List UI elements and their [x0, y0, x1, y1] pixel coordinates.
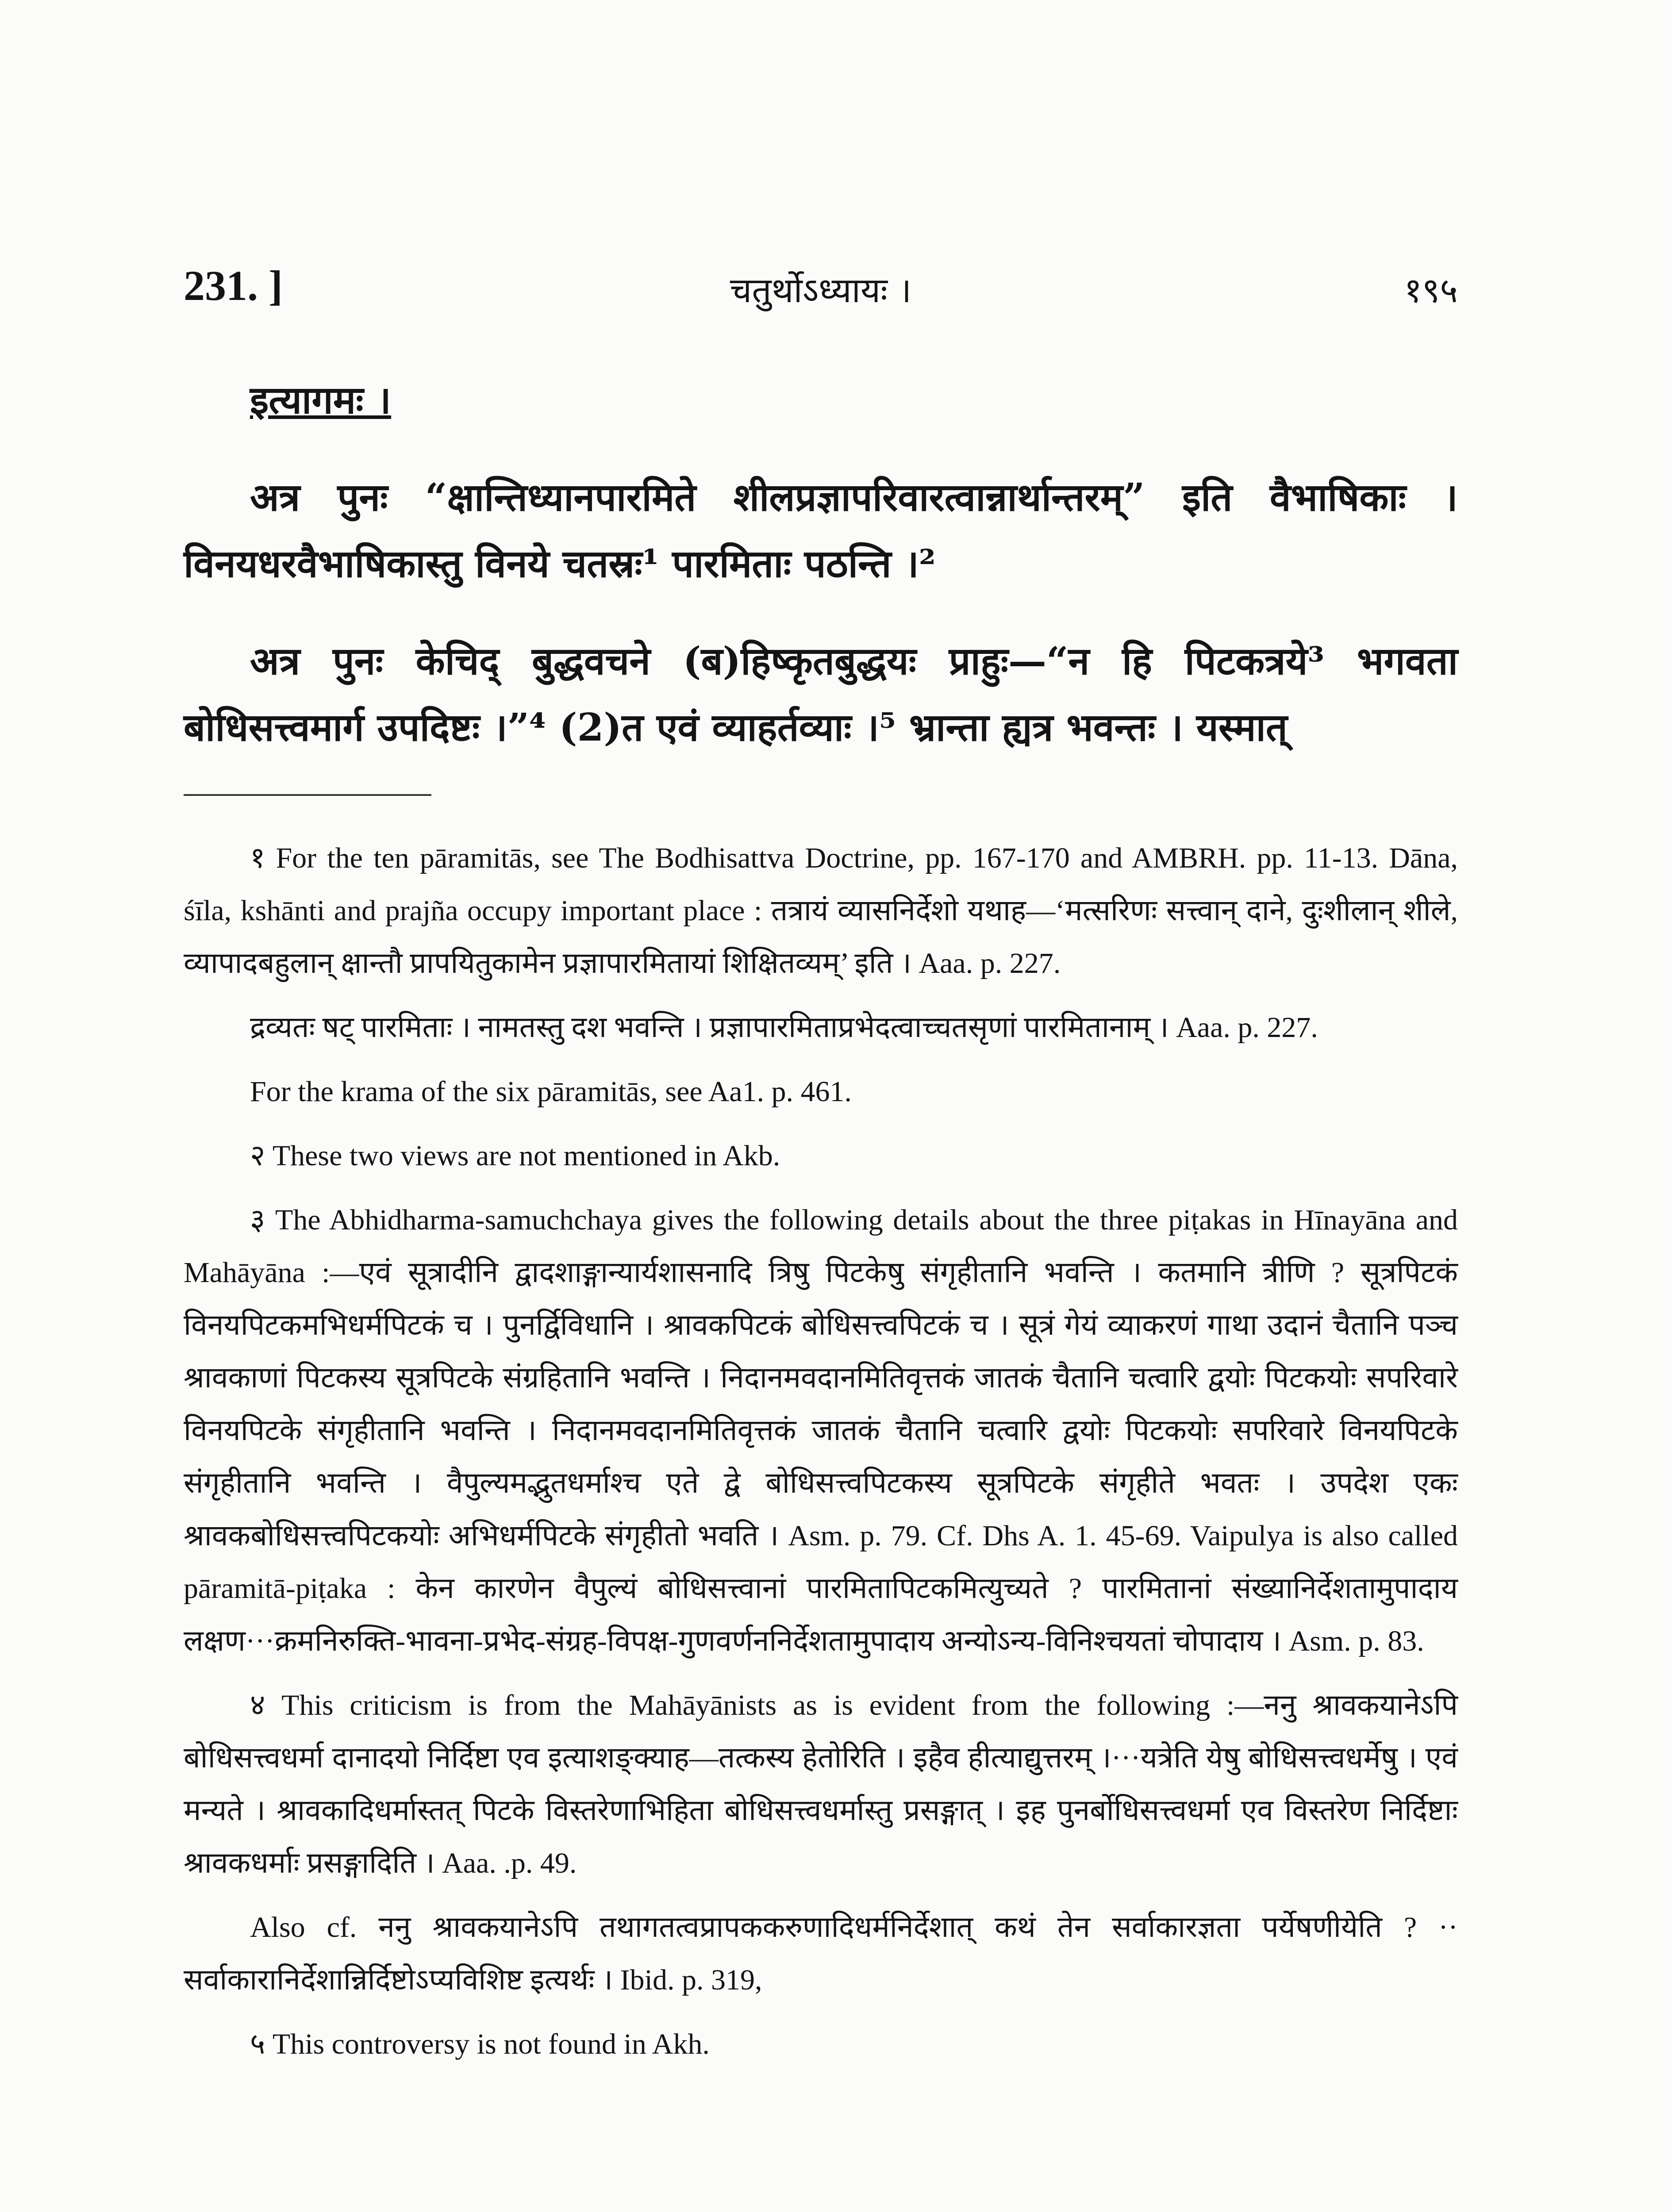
footnote-4: ४ This criticism is from the Mahāyānists as is evident from the following :—ननु श्रावकयानेऽपि बोधिसत्त्वधर्मा दानादयो निर्दिष्टा एव इत्याशङ्क्याह—तत्कस्य हेतोरिति । इहैव हीत्याद्युत्तरम् ।···यत्रेति येषु बोधिसत्त्वधर्मेषु । एवं मन्यते । श्रावकादिधर्मास्तत् पिटके विस्तरेणाभिहिता बोधिसत्त्वधर्मास्तु प्रसङ्गात् । इह पुनर्बोधिसत्त्वधर्मा एव विस्तरेण निर्दिष्टाः श्रावकधर्माः प्रसङ्गादिति । Aaa. .p. 49.	[184, 1689, 1458, 1879]
paragraph-vaibhasika: अत्र पुनः “क्षान्तिध्यानपारमिते शीलप्रज्ञापरिवारत्वान्नार्थान्तरम्” इति वैभाषिकाः । विनयधरवैभाषिकास्तु विनये चतस्रः¹ पारमिताः पठन्ति ।²	[184, 475, 1458, 586]
page-reference: 231. ]	[184, 262, 283, 309]
footnote-1-krama: For the krama of the six pāramitās, see Aa1. p. 461.	[250, 1075, 852, 1108]
page-number: १९५	[1404, 271, 1458, 311]
footnote-separator	[184, 794, 431, 796]
footnote-1-continued: द्रव्यतः षट् पारमिताः । नामतस्तु दश भवन्ति । प्रज्ञापारमिताप्रभेदत्वाच्चतसृणां पारमितानाम् । Aaa. p. 227.	[250, 1011, 1318, 1044]
main-text	[184, 367, 1458, 792]
footnote-4-also: Also cf. ननु श्रावकयानेऽपि तथागतत्वप्रापककरुणादिधर्मनिर्देशात् कथं तेन सर्वाकारज्ञता पर्येषणीयेति ? ·· सर्वाकारानिर्देशान्निर्दिष्टोऽप्यविशिष्ट इत्यर्थः । Ibid. p. 319,	[184, 1911, 1458, 1996]
paragraph-pitaka-objection: अत्र पुनः केचिद् बुद्धवचने (ब)हिष्कृतबुद्धयः प्राहुः—“न हि पिटकत्रये³ भगवता बोधिसत्त्वमार्ग उपदिष्टः ।”⁴ (2)त एवं व्याहर्तव्याः ।⁵ भ्रान्ता ह्यत्र भवन्तः । यस्मात्	[184, 639, 1458, 750]
chapter-title: चतुर्थोऽध्यायः ।	[730, 271, 912, 311]
running-header	[184, 261, 1458, 319]
footnote-1: १ For the ten pāramitās, see The Bodhisattva Doctrine, pp. 167-170 and AMBRH. pp. 11-13. Dāna, śīla, kshānti and prajña occupy important place : तत्रायं व्यासनिर्देशो यथाह—‘मत्सरिणः सत्त्वान् दाने, दुःशीलान् शीले, व्यापादबहुलान् क्षान्तौ प्रापयितुकामेन प्रज्ञापारमितायां शिक्षितव्यम्’ इति । Aaa. p. 227.	[184, 842, 1458, 979]
footnotes	[184, 832, 1458, 2082]
footnote-2: २ These two views are not mentioned in Akb.	[250, 1140, 780, 1172]
footnote-3: ३ The Abhidharma-samuchchaya gives the following details about the three piṭakas in Hīnayāna and Mahāyāna :—एवं सूत्रादीनि द्वादशाङ्गान्यार्यशासनादि त्रिषु पिटकेषु संगृहीतानि भवन्ति । कतमानि त्रीणि ? सूत्रपिटकं विनयपिटकमभिधर्मपिटकं च । पुनर्द्विविधानि । श्रावकपिटकं बोधिसत्त्वपिटकं च । सूत्रं गेयं व्याकरणं गाथा उदानं चैतानि पञ्च श्रावकाणां पिटकस्य सूत्रपिटके संग्रहितानि भवन्ति । निदानमवदानमितिवृत्तकं जातकं चैतानि चत्वारि द्वयोः पिटकयोः सपरिवारे विनयपिटके संगृहीतानि भवन्ति । निदानमवदानमितिवृत्तकं जातकं चैतानि चत्वारि द्वयोः पिटकयोः सपरिवारे विनयपिटके संगृहीतानि भवन्ति । वैपुल्यमद्भुतधर्माश्च एते द्वे बोधिसत्त्वपिटकस्य सूत्रपिटके संगृहीते भवतः । उपदेश एकः श्रावकबोधिसत्त्वपिटकयोः अभिधर्मपिटके संगृहीतो भवति । Asm. p. 79. Cf. Dhs A. 1. 45-69. Vaipulya is also called pāramitā-piṭaka : केन कारणेन वैपुल्यं बोधिसत्त्वानां पारमितापिटकमित्युच्यते ? पारमितानां संख्यानिर्देशतामुपादाय लक्षण···क्रमनिरुक्ति-भावना-प्रभेद-संग्रह-विपक्ष-गुणवर्णननिर्देशतामुपादाय अन्योऽन्य-विनिश्चयतां चोपादाय । Asm. p. 83.	[184, 1204, 1458, 1657]
agama-line: इत्यागमः ।	[250, 378, 392, 422]
footnote-5: ५ This controversy is not found in Akh.	[250, 2028, 710, 2060]
